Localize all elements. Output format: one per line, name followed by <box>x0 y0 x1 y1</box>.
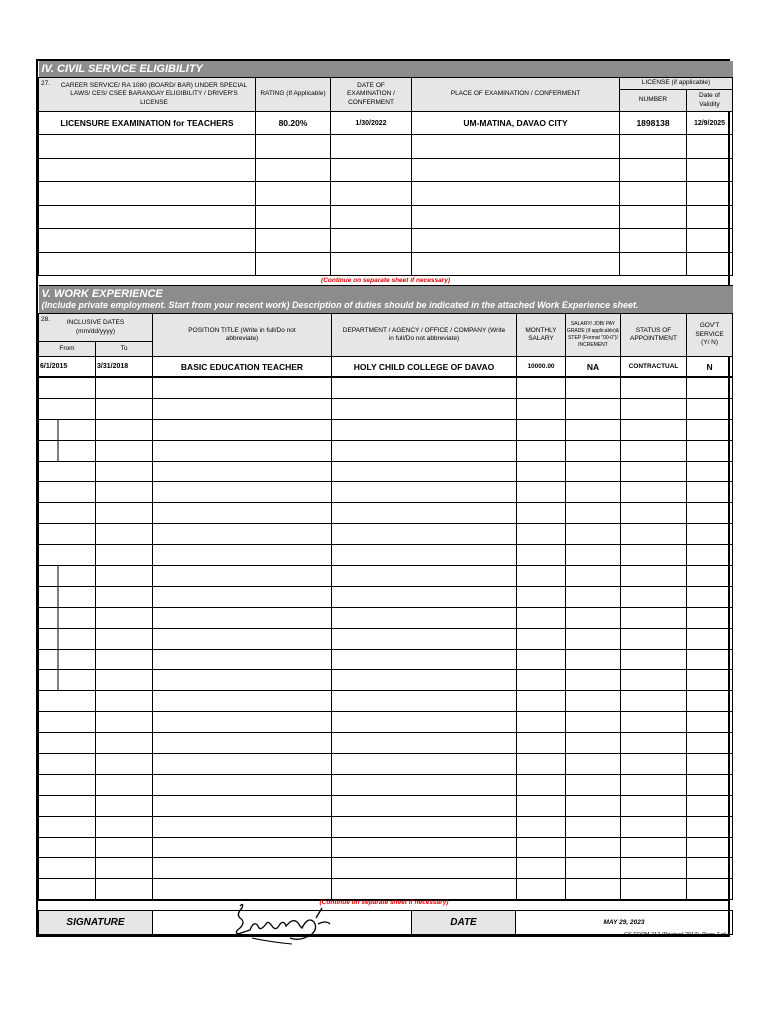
work-empty-cell[interactable] <box>566 419 621 440</box>
work-empty-cell[interactable] <box>517 503 566 524</box>
work-row <box>39 378 733 399</box>
work-empty-cell[interactable] <box>621 712 687 733</box>
work-empty-cell[interactable] <box>332 691 517 712</box>
work-row <box>39 398 733 419</box>
work-empty-cell[interactable] <box>566 795 621 816</box>
header-govt-service: GOV'T SERVICE (Y/ N) <box>687 314 733 357</box>
work-empty-cell[interactable] <box>96 816 153 837</box>
work-row <box>39 712 733 733</box>
work-empty-cell[interactable] <box>39 566 96 587</box>
work-status-cell[interactable]: CONTRACTUAL <box>621 357 687 377</box>
work-empty-cell[interactable] <box>687 837 733 858</box>
header-license-number: NUMBER <box>620 90 687 112</box>
work-empty-cell[interactable] <box>517 795 566 816</box>
work-empty-cell[interactable] <box>517 754 566 775</box>
work-empty-cell[interactable] <box>687 858 733 879</box>
work-empty-cell[interactable] <box>621 524 687 545</box>
section-v-subtitle: (Include private employment. Start from your recent work) Description of duties should be indicated in the attached Work Experience sheet. <box>39 300 733 314</box>
signature-label: SIGNATURE <box>39 911 153 935</box>
work-empty-cell[interactable] <box>621 482 687 503</box>
work-empty-cell[interactable] <box>39 754 96 775</box>
work-empty-cell[interactable] <box>566 774 621 795</box>
work-empty-cell[interactable] <box>687 628 733 649</box>
work-empty-cell[interactable] <box>566 378 621 399</box>
work-empty-cell[interactable] <box>621 691 687 712</box>
work-empty-cell[interactable] <box>39 524 96 545</box>
work-empty-cell[interactable] <box>153 503 332 524</box>
work-empty-cell[interactable] <box>517 712 566 733</box>
work-row <box>39 879 733 900</box>
work-empty-cell[interactable] <box>566 607 621 628</box>
header-inclusive-dates: 28. INCLUSIVE DATES (mm/dd/yyyy) <box>39 314 153 342</box>
work-row <box>39 670 733 691</box>
work-empty-cell[interactable] <box>332 754 517 775</box>
work-empty-cell[interactable] <box>96 649 153 670</box>
work-empty-cell[interactable] <box>566 586 621 607</box>
work-empty-cell[interactable] <box>96 628 153 649</box>
work-empty-cell[interactable] <box>687 482 733 503</box>
work-empty-cell[interactable] <box>687 440 733 461</box>
work-empty-cell[interactable] <box>687 503 733 524</box>
header-rating: RATING (If Applicable) <box>256 78 331 112</box>
work-empty-cell[interactable] <box>517 482 566 503</box>
work-row <box>39 607 733 628</box>
work-row <box>39 754 733 775</box>
work-empty-cell[interactable] <box>96 398 153 419</box>
work-empty-cell[interactable] <box>96 586 153 607</box>
work-empty-cell[interactable] <box>39 461 96 482</box>
eligibility-row <box>39 112 733 135</box>
work-empty-cell[interactable] <box>566 628 621 649</box>
work-empty-cell[interactable] <box>39 879 96 900</box>
work-empty-cell[interactable] <box>621 879 687 900</box>
work-empty-cell[interactable] <box>332 482 517 503</box>
eligibility-row <box>39 229 733 253</box>
work-govt-cell[interactable]: N <box>687 357 733 377</box>
eligibility-row <box>39 182 733 206</box>
work-row <box>39 816 733 837</box>
work-empty-cell[interactable] <box>687 586 733 607</box>
work-empty-cell[interactable] <box>621 670 687 691</box>
work-empty-cell[interactable] <box>332 712 517 733</box>
work-empty-cell[interactable] <box>332 419 517 440</box>
eligibility-place-cell[interactable]: UM-MATINA, DAVAO CITY <box>412 112 620 135</box>
work-empty-cell[interactable] <box>153 754 332 775</box>
header-salary-grade: SALARY/ JOB/ PAY GRADE (if applicable)& STEP (Format "00-0")/ INCREMENT <box>566 314 621 357</box>
work-empty-cell[interactable] <box>39 503 96 524</box>
work-empty-cell[interactable] <box>96 837 153 858</box>
work-empty-cell[interactable] <box>332 378 517 399</box>
work-empty-cell[interactable] <box>39 649 96 670</box>
work-empty-cell[interactable] <box>96 607 153 628</box>
civil-service-table <box>38 61 733 286</box>
date-value[interactable]: MAY 29, 2023 <box>516 911 733 935</box>
work-empty-cell[interactable] <box>96 503 153 524</box>
work-empty-cell[interactable] <box>153 628 332 649</box>
eligibility-row <box>39 205 733 229</box>
work-empty-cell[interactable] <box>39 691 96 712</box>
work-empty-cell[interactable] <box>96 440 153 461</box>
work-empty-cell[interactable] <box>621 628 687 649</box>
work-row <box>39 586 733 607</box>
work-empty-cell[interactable] <box>96 879 153 900</box>
work-empty-cell[interactable] <box>517 691 566 712</box>
work-empty-cell[interactable] <box>517 733 566 754</box>
signature-image <box>230 898 340 948</box>
work-empty-cell[interactable] <box>517 879 566 900</box>
work-empty-cell[interactable] <box>332 837 517 858</box>
work-row <box>39 545 733 566</box>
work-empty-cell[interactable] <box>96 482 153 503</box>
work-empty-cell[interactable] <box>96 566 153 587</box>
work-empty-cell[interactable] <box>96 461 153 482</box>
work-empty-cell[interactable] <box>153 712 332 733</box>
work-row <box>39 357 733 377</box>
work-empty-cell[interactable] <box>566 691 621 712</box>
work-department-cell[interactable]: HOLY CHILD COLLEGE OF DAVAO <box>332 357 517 377</box>
work-empty-cell[interactable] <box>687 691 733 712</box>
work-empty-cell[interactable] <box>96 378 153 399</box>
header-license: LICENSE (if applicable) <box>620 78 733 90</box>
work-empty-cell[interactable] <box>39 545 96 566</box>
work-empty-cell[interactable] <box>96 712 153 733</box>
work-empty-cell[interactable] <box>153 795 332 816</box>
work-empty-cell[interactable] <box>566 482 621 503</box>
work-empty-cell[interactable] <box>332 795 517 816</box>
work-empty-cell[interactable] <box>621 461 687 482</box>
work-empty-cell[interactable] <box>153 440 332 461</box>
work-empty-cell[interactable] <box>621 816 687 837</box>
work-empty-cell[interactable] <box>39 712 96 733</box>
work-empty-cell[interactable] <box>96 691 153 712</box>
work-empty-cell[interactable] <box>566 545 621 566</box>
work-empty-cell[interactable] <box>153 858 332 879</box>
work-position-cell[interactable]: BASIC EDUCATION TEACHER <box>153 357 332 377</box>
work-empty-cell[interactable] <box>687 670 733 691</box>
work-empty-cell[interactable] <box>96 733 153 754</box>
work-empty-cell[interactable] <box>687 524 733 545</box>
work-empty-cell[interactable] <box>96 795 153 816</box>
work-empty-cell[interactable] <box>39 858 96 879</box>
work-experience-table <box>38 286 733 377</box>
work-empty-cell[interactable] <box>332 858 517 879</box>
work-empty-cell[interactable] <box>621 649 687 670</box>
work-empty-cell[interactable] <box>332 398 517 419</box>
work-empty-cell[interactable] <box>687 754 733 775</box>
work-empty-cell[interactable] <box>566 649 621 670</box>
work-empty-cell[interactable] <box>621 398 687 419</box>
work-empty-cell[interactable] <box>687 649 733 670</box>
work-row <box>39 733 733 754</box>
continue-note: (Continue on separate sheet if necessary) <box>39 276 733 286</box>
work-empty-cell[interactable] <box>517 586 566 607</box>
work-empty-cell[interactable] <box>332 628 517 649</box>
work-empty-cell[interactable] <box>621 754 687 775</box>
work-empty-cell[interactable] <box>687 816 733 837</box>
work-empty-cell[interactable] <box>687 733 733 754</box>
work-empty-cell[interactable] <box>566 566 621 587</box>
work-empty-cell[interactable] <box>687 461 733 482</box>
work-empty-cell[interactable] <box>621 586 687 607</box>
work-row <box>39 649 733 670</box>
work-empty-cell[interactable] <box>566 879 621 900</box>
work-empty-cell[interactable] <box>153 545 332 566</box>
work-empty-cell[interactable] <box>517 440 566 461</box>
work-empty-cell[interactable] <box>621 545 687 566</box>
work-row <box>39 795 733 816</box>
work-empty-cell[interactable] <box>566 440 621 461</box>
work-empty-cell[interactable] <box>96 545 153 566</box>
work-empty-cell[interactable] <box>687 545 733 566</box>
work-empty-cell[interactable] <box>621 837 687 858</box>
work-continue-note: (Continue on separate sheet if necessary) <box>319 899 449 906</box>
work-empty-cell[interactable] <box>517 816 566 837</box>
work-empty-cell[interactable] <box>153 733 332 754</box>
work-empty-cell[interactable] <box>621 858 687 879</box>
work-empty-cell[interactable] <box>517 398 566 419</box>
header-exam-place: PLACE OF EXAMINATION / CONFERMENT <box>412 78 620 112</box>
work-empty-cell[interactable] <box>332 586 517 607</box>
work-empty-cell[interactable] <box>517 649 566 670</box>
work-empty-cell[interactable] <box>566 670 621 691</box>
work-empty-cell[interactable] <box>687 879 733 900</box>
work-empty-cell[interactable] <box>566 816 621 837</box>
work-empty-cell[interactable] <box>39 733 96 754</box>
work-empty-cell[interactable] <box>517 858 566 879</box>
work-empty-cell[interactable] <box>153 566 332 587</box>
work-empty-cell[interactable] <box>153 482 332 503</box>
work-empty-cell[interactable] <box>332 670 517 691</box>
work-row <box>39 440 733 461</box>
work-empty-cell[interactable] <box>621 503 687 524</box>
work-empty-cell[interactable] <box>39 586 96 607</box>
work-empty-cell[interactable] <box>621 440 687 461</box>
work-empty-cell[interactable] <box>566 733 621 754</box>
pds-page-2 <box>36 59 730 937</box>
work-empty-cell[interactable] <box>96 858 153 879</box>
work-empty-cell[interactable] <box>153 524 332 545</box>
work-empty-cell[interactable] <box>332 879 517 900</box>
work-empty-cell[interactable] <box>153 837 332 858</box>
work-empty-cell[interactable] <box>39 816 96 837</box>
work-row <box>39 837 733 858</box>
work-empty-cell[interactable] <box>153 586 332 607</box>
work-empty-cell[interactable] <box>621 733 687 754</box>
header-monthly-salary: MONTHLY SALARY <box>517 314 566 357</box>
eligibility-date-cell[interactable]: 1/30/2022 <box>331 112 412 135</box>
work-row <box>39 524 733 545</box>
work-empty-rows <box>38 377 733 900</box>
work-empty-cell[interactable] <box>96 754 153 775</box>
work-empty-cell[interactable] <box>621 378 687 399</box>
form-footer: CS FORM 212 (Revised 2017), Page 2 of 4 <box>623 932 730 938</box>
work-empty-cell[interactable] <box>517 774 566 795</box>
eligibility-number-cell[interactable]: 1898138 <box>620 112 687 135</box>
work-empty-cell[interactable] <box>332 440 517 461</box>
signature-underline <box>252 938 292 944</box>
eligibility-row <box>39 252 733 276</box>
work-empty-cell[interactable] <box>566 398 621 419</box>
work-empty-cell[interactable] <box>687 774 733 795</box>
work-empty-cell[interactable] <box>153 378 332 399</box>
work-empty-cell[interactable] <box>517 837 566 858</box>
work-to-cell[interactable]: 3/31/2018 <box>96 357 153 377</box>
work-empty-cell[interactable] <box>39 482 96 503</box>
eligibility-row <box>39 158 733 182</box>
work-empty-cell[interactable] <box>621 774 687 795</box>
header-status-appointment: STATUS OF APPOINTMENT <box>621 314 687 357</box>
work-empty-cell[interactable] <box>96 774 153 795</box>
work-empty-cell[interactable] <box>153 649 332 670</box>
work-empty-cell[interactable] <box>687 566 733 587</box>
work-empty-cell[interactable] <box>39 670 96 691</box>
header-exam-date: DATE OF EXAMINATION / CONFERMENT <box>331 78 412 112</box>
work-empty-cell[interactable] <box>517 524 566 545</box>
work-empty-cell[interactable] <box>566 837 621 858</box>
work-empty-cell[interactable] <box>39 795 96 816</box>
header-from: From <box>39 342 96 357</box>
work-empty-cell[interactable] <box>517 670 566 691</box>
work-empty-cell[interactable] <box>96 524 153 545</box>
work-empty-cell[interactable] <box>153 670 332 691</box>
work-empty-cell[interactable] <box>687 795 733 816</box>
eligibility-row <box>39 135 733 159</box>
date-label: DATE <box>412 911 516 935</box>
item-number-27: 27. <box>41 80 51 87</box>
work-from-cell[interactable]: 6/1/2015 <box>39 357 96 377</box>
work-row <box>39 461 733 482</box>
work-empty-cell[interactable] <box>332 816 517 837</box>
work-empty-cell[interactable] <box>566 858 621 879</box>
work-empty-cell[interactable] <box>39 398 96 419</box>
work-row <box>39 503 733 524</box>
work-empty-cell[interactable] <box>687 378 733 399</box>
work-empty-cell[interactable] <box>153 691 332 712</box>
header-department: DEPARTMENT / AGENCY / OFFICE / COMPANY (Write in full/Do not abbreviate) <box>332 314 517 357</box>
work-empty-cell[interactable] <box>621 607 687 628</box>
work-empty-cell[interactable] <box>153 461 332 482</box>
work-row <box>39 482 733 503</box>
work-empty-cell[interactable] <box>517 419 566 440</box>
work-empty-cell[interactable] <box>566 461 621 482</box>
work-empty-cell[interactable] <box>153 398 332 419</box>
work-empty-cell[interactable] <box>332 566 517 587</box>
work-empty-cell[interactable] <box>153 419 332 440</box>
work-grade-cell[interactable]: NA <box>566 357 621 377</box>
work-empty-cell[interactable] <box>687 607 733 628</box>
work-empty-cell[interactable] <box>566 503 621 524</box>
work-empty-cell[interactable] <box>332 461 517 482</box>
work-empty-cell[interactable] <box>332 503 517 524</box>
work-empty-cell[interactable] <box>39 607 96 628</box>
signature-stroke <box>236 904 330 939</box>
work-empty-cell[interactable] <box>687 398 733 419</box>
work-empty-cell[interactable] <box>517 628 566 649</box>
work-empty-cell[interactable] <box>687 712 733 733</box>
eligibility-career-cell[interactable]: LICENSURE EXAMINATION for TEACHERS <box>39 112 256 135</box>
section-v-title: V. WORK EXPERIENCE <box>39 286 733 300</box>
work-empty-cell[interactable] <box>517 566 566 587</box>
work-empty-cell[interactable] <box>39 628 96 649</box>
work-empty-cell[interactable] <box>153 607 332 628</box>
work-row <box>39 566 733 587</box>
work-empty-cell[interactable] <box>621 419 687 440</box>
work-empty-cell[interactable] <box>517 545 566 566</box>
work-empty-cell[interactable] <box>687 419 733 440</box>
header-license-validity: Date of Validity <box>687 90 733 112</box>
work-empty-cell[interactable] <box>39 774 96 795</box>
work-empty-cell[interactable] <box>332 607 517 628</box>
work-empty-cell[interactable] <box>39 440 96 461</box>
header-to: To <box>96 342 153 357</box>
work-empty-cell[interactable] <box>517 378 566 399</box>
work-empty-cell[interactable] <box>517 607 566 628</box>
work-empty-cell[interactable] <box>517 461 566 482</box>
work-row <box>39 774 733 795</box>
header-position-title: POSITION TITLE (Write in full/Do not abbreviate) <box>153 314 332 357</box>
work-empty-cell[interactable] <box>566 524 621 545</box>
work-empty-cell[interactable] <box>566 712 621 733</box>
eligibility-rating-cell[interactable]: 80.20% <box>256 112 331 135</box>
work-empty-cell[interactable] <box>332 524 517 545</box>
work-row <box>39 419 733 440</box>
work-empty-cell[interactable] <box>39 378 96 399</box>
work-empty-cell[interactable] <box>96 419 153 440</box>
work-empty-cell[interactable] <box>332 733 517 754</box>
item-number-28: 28. <box>41 316 51 323</box>
work-empty-cell[interactable] <box>153 774 332 795</box>
work-empty-cell[interactable] <box>621 795 687 816</box>
header-career-service: 27. CAREER SERVICE/ RA 1080 (BOARD/ BAR) UNDER SPECIAL LAWS/ CES/ CSEE BARANGAY ELIGIBILITY / DRIVER'S LICENSE <box>39 78 256 112</box>
work-salary-cell[interactable]: 10000.00 <box>517 357 566 377</box>
section-iv-title: IV. CIVIL SERVICE ELIGIBILITY <box>39 61 733 78</box>
work-empty-cell[interactable] <box>332 774 517 795</box>
eligibility-validity-cell[interactable]: 12/9/2025 <box>687 112 733 135</box>
work-empty-cell[interactable] <box>332 545 517 566</box>
work-row <box>39 691 733 712</box>
work-empty-cell[interactable] <box>96 670 153 691</box>
work-row <box>39 628 733 649</box>
work-empty-cell[interactable] <box>153 879 332 900</box>
work-empty-cell[interactable] <box>621 566 687 587</box>
work-empty-cell[interactable] <box>153 816 332 837</box>
work-empty-cell[interactable] <box>39 837 96 858</box>
work-empty-cell[interactable] <box>332 649 517 670</box>
work-empty-cell[interactable] <box>566 754 621 775</box>
work-row <box>39 858 733 879</box>
work-empty-cell[interactable] <box>39 419 96 440</box>
